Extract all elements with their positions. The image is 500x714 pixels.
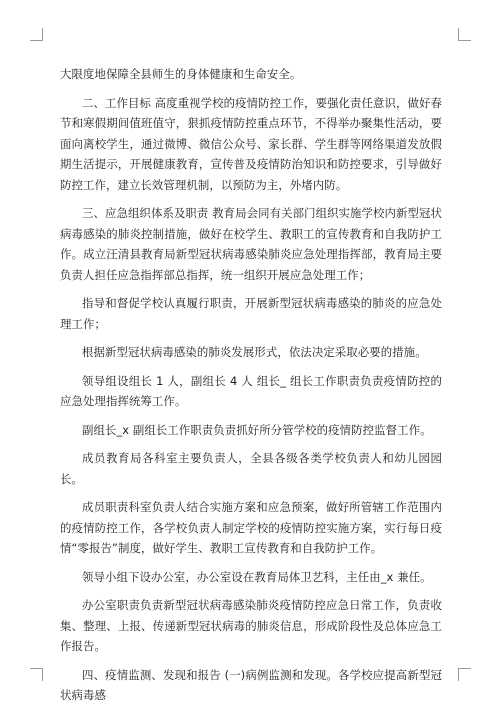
paragraph: 根据新型冠状病毒感染的肺炎发展形式，依法决定采取必要的措施。 [82, 345, 427, 359]
crop-mark-top-left [30, 28, 43, 41]
paragraph: 领导小组下设办公室，办公室设在教育局体卫艺科，主任由_x 兼任。 [82, 569, 432, 584]
paragraph: 二、工作目标 高度重视学校的疫情防控工作，要强化责任意识，做好春节和寒假期间值班值守，狠抓疫情防控重点环节，不得举办聚集性活动，要面向离校学生，通过微博、微信公众号、家长群、学生群等网络渠道发放假期生活提示，开展健康教育，宣传普及疫情防治知识和防控要求，引导做好防控工作，建立长效管理机制，以预防为主，外堵内防。 [60, 95, 442, 192]
document-body [60, 64, 442, 714]
paragraph: 领导组设组长 1 人，副组长 4 人 组长_ 组长工作职责负责疫情防控的应急处理指挥统筹工作。 [60, 373, 442, 408]
crop-mark-bottom-left [30, 668, 43, 681]
paragraph: 办公室职责负责新型冠状病毒感染肺炎疫情防控应急日常工作，负责收集、整理、上报、传递新型冠状病毒的肺炎信息，形成阶段性及总体应急工作报告。 [60, 598, 442, 653]
crop-mark-top-right [458, 28, 471, 41]
paragraph: 成员职责科室负责人结合实施方案和应急预案，做好所管辖工作范围内的疫情防控工作，各学校负责人制定学校的疫情防控实施方案，实行每日疫情“零报告”制度，做好学生、教职工宣传教育和自我防护工作。 [60, 500, 442, 555]
paragraph: 成员教育局各科室主要负责人，全县各级各类学校负责人和幼儿园园长。 [60, 451, 442, 486]
crop-mark-bottom-right [458, 668, 471, 681]
paragraph: 副组长_x 副组长工作职责负责抓好所分管学校的疫情防控监督工作。 [82, 422, 432, 437]
paragraph: 三、应急组织体系及职责 教育局会同有关部门组织实施学校内新型冠状病毒感染的肺炎控制措施，做好在校学生、教职工的宣传教育和自我防护工作。成立汪清县教育局新型冠状病毒感染肺炎应急处理指挥部，教育局主要负责人担任应急指挥部总指挥，统一组织开展应急处理工作； [60, 206, 442, 282]
paragraph: 大限度地保障全县师生的身体健康和生命安全。 [60, 67, 302, 81]
paragraph: 指导和督促学校认真履行职责，开展新型冠状病毒感染的肺炎的应急处理工作； [60, 296, 442, 331]
paragraph: 四、疫情监测、发现和报告 (一)病例监测和发现。各学校应提高新型冠状病毒感 [60, 667, 442, 702]
